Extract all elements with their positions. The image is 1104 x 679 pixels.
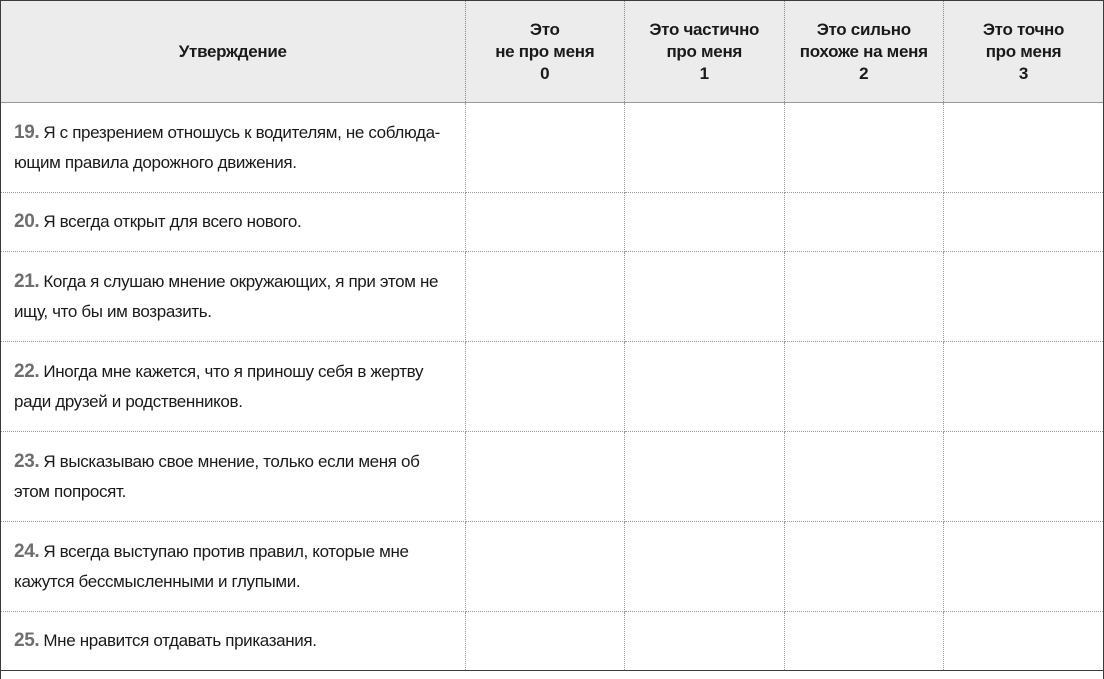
header-option-3-line-2: про меня xyxy=(985,41,1062,61)
header-option-3 xyxy=(944,1,1104,103)
statement-number: 23. xyxy=(14,450,40,472)
answer-cell-2[interactable] xyxy=(784,342,944,432)
statement-cell xyxy=(1,342,465,432)
answer-cell-0[interactable] xyxy=(465,103,625,193)
table-row xyxy=(1,522,1103,612)
header-option-2-line-2: похоже на меня xyxy=(799,41,928,61)
header-option-2 xyxy=(784,1,944,103)
statement-text: Мне нравится отдавать приказания. xyxy=(43,631,317,650)
statement-text: кажутся бессмысленными и глупыми. xyxy=(14,571,301,591)
table-row xyxy=(1,252,1103,342)
table-row xyxy=(1,103,1103,193)
answer-cell-0[interactable] xyxy=(465,342,625,432)
answer-cell-3[interactable] xyxy=(944,612,1104,671)
answer-cell-2[interactable] xyxy=(784,252,944,342)
header-option-1-score: 1 xyxy=(699,63,709,83)
answer-cell-2[interactable] xyxy=(784,612,944,671)
table-row xyxy=(1,342,1103,432)
answer-cell-0[interactable] xyxy=(465,193,625,252)
answer-cell-1[interactable] xyxy=(625,193,785,252)
answer-cell-1[interactable] xyxy=(625,522,785,612)
questionnaire-table xyxy=(1,1,1103,671)
answer-cell-2[interactable] xyxy=(784,103,944,193)
statement-number: 24. xyxy=(14,540,40,562)
header-option-0 xyxy=(465,1,625,103)
header-statement-label: Утверждение xyxy=(178,41,287,61)
header-statement xyxy=(1,1,465,103)
statement-text: ющим правила дорожного движения. xyxy=(14,152,297,172)
table-row xyxy=(1,432,1103,522)
statement-text: Я высказываю свое мнение, только если меня об xyxy=(43,451,420,471)
answer-cell-3[interactable] xyxy=(944,522,1104,612)
header-option-0-score: 0 xyxy=(540,63,550,83)
statement-text: ищу, что бы им возразить. xyxy=(14,301,212,321)
header-option-1-line-1: Это частично xyxy=(649,19,760,39)
statement-text: ради друзей и родственников. xyxy=(14,391,243,411)
statement-text: Иногда мне кажется, что я приношу себя в жертву xyxy=(43,361,424,381)
header-option-3-line-1: Это точно xyxy=(982,19,1065,39)
statement-cell xyxy=(1,432,465,522)
answer-cell-3[interactable] xyxy=(944,342,1104,432)
answer-cell-1[interactable] xyxy=(625,342,785,432)
statement-text: Я с презрением отношусь к водителям, не соблюда- xyxy=(43,122,440,142)
header-option-2-score: 2 xyxy=(859,63,869,83)
table-row xyxy=(1,612,1103,671)
answer-cell-0[interactable] xyxy=(465,522,625,612)
table-row xyxy=(1,193,1103,252)
statement-number: 22. xyxy=(14,360,40,382)
answer-cell-3[interactable] xyxy=(944,432,1104,522)
answer-cell-0[interactable] xyxy=(465,432,625,522)
statement-cell xyxy=(1,193,465,252)
header-option-0-line-2: не про меня xyxy=(495,41,595,61)
statement-number: 21. xyxy=(14,270,40,292)
header-option-2-line-1: Это сильно xyxy=(816,19,911,39)
header-row xyxy=(1,1,1103,103)
header-option-3-score: 3 xyxy=(1018,63,1029,83)
answer-cell-2[interactable] xyxy=(784,193,944,252)
statement-text: Когда я слушаю мнение окружающих, я при этом не xyxy=(43,271,439,291)
answer-cell-1[interactable] xyxy=(625,103,785,193)
answer-cell-0[interactable] xyxy=(465,612,625,671)
statement-number: 25. xyxy=(14,630,40,651)
statement-cell xyxy=(1,522,465,612)
header-option-1 xyxy=(625,1,785,103)
statement-cell xyxy=(1,103,465,193)
answer-cell-2[interactable] xyxy=(784,432,944,522)
statement-text: Я всегда открыт для всего нового. xyxy=(43,212,302,231)
answer-cell-1[interactable] xyxy=(625,432,785,522)
statement-cell xyxy=(1,612,465,671)
answer-cell-1[interactable] xyxy=(625,252,785,342)
answer-cell-3[interactable] xyxy=(944,193,1104,252)
answer-cell-1[interactable] xyxy=(625,612,785,671)
header-option-1-line-2: про меня xyxy=(666,41,743,61)
answer-cell-0[interactable] xyxy=(465,252,625,342)
header-option-0-line-1: Это xyxy=(529,19,560,39)
statement-cell xyxy=(1,252,465,342)
answer-cell-3[interactable] xyxy=(944,103,1104,193)
statement-number: 20. xyxy=(14,211,40,232)
statement-number: 19. xyxy=(14,121,40,143)
statement-text: Я всегда выступаю против правил, которые мне xyxy=(43,541,409,561)
answer-cell-3[interactable] xyxy=(944,252,1104,342)
answer-cell-2[interactable] xyxy=(784,522,944,612)
statement-text: этом попросят. xyxy=(14,481,126,501)
